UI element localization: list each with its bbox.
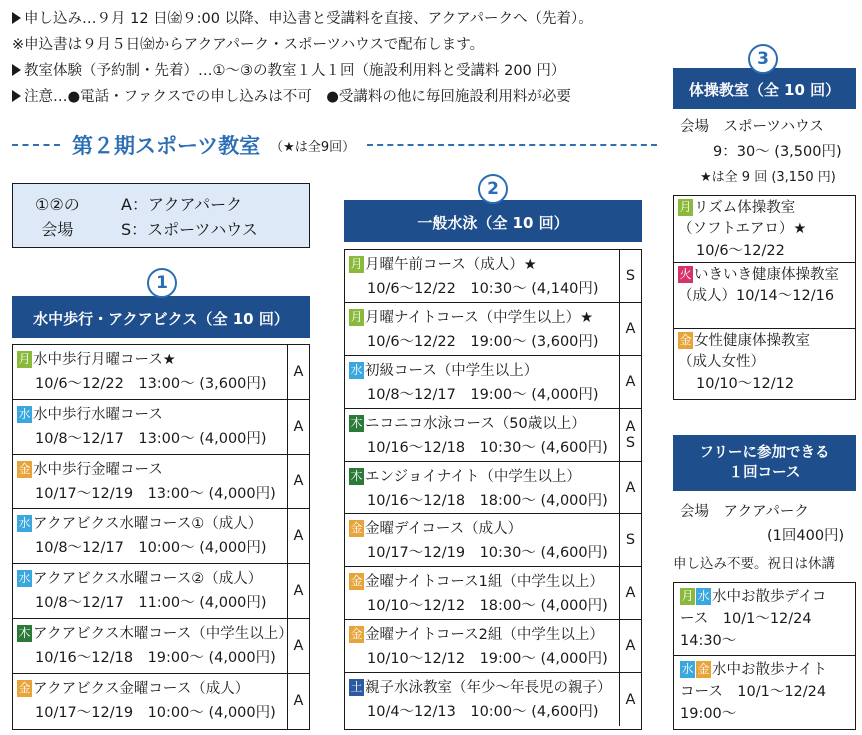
course-period: 10/8～12/17 13:00～ (4,000円): [35, 430, 267, 447]
venue-legend-values: A：アクアパーク S：スポーツハウス: [121, 195, 258, 239]
course-period: 10/17～12/19 10:30～ (4,600円): [367, 545, 608, 562]
course-venue: S: [619, 250, 641, 302]
course-row: [674, 263, 855, 329]
section-number-2: 2: [478, 174, 508, 204]
course-row: [345, 567, 641, 620]
triangle-bullet-icon: [12, 64, 21, 76]
day-badge-icon: 金: [679, 333, 692, 347]
course-table-general-swim: [344, 249, 642, 730]
day-badge-icon: 月: [350, 257, 363, 271]
notice-list: [12, 6, 662, 110]
course-venue: A: [619, 620, 641, 672]
course-name: 金 水中歩行金曜コース: [18, 461, 163, 478]
course-row: [345, 250, 641, 303]
course-name: 水 アクアビクス水曜コース①（成人）: [18, 516, 263, 533]
triangle-bullet-icon: [12, 90, 21, 102]
course-name: 月 月曜ナイトコース（中学生以上）★: [350, 309, 594, 326]
course-row: [13, 674, 309, 729]
course-period: 10/8～12/17 19:00～ (4,000円): [367, 386, 599, 403]
gym-time-price: 9：30～ (3,500円): [713, 144, 842, 160]
course-venue: A: [287, 345, 309, 399]
course-period: 10/17～12/19 10:00～ (4,000円): [35, 704, 276, 721]
course-subtitle: （成人女性）: [678, 354, 765, 370]
course-period: 10/6～12/22 10:30～ (4,140円): [367, 281, 599, 297]
course-name: 金 金曜ナイトコース1組（中学生以上）: [350, 574, 604, 591]
notice-form-distribution: ※申込書は９月５日㈮からアクアパーク・スポーツハウスで配布します。: [12, 37, 485, 53]
course-name: 月 水中歩行月曜コース★: [18, 352, 176, 368]
course-table-aqua-walk: [12, 344, 310, 730]
course-period: 10/6～12/22 13:00～ (3,600円): [35, 376, 267, 392]
day-badge-icon: 金: [350, 627, 363, 642]
day-badge-icon: 水: [350, 362, 363, 377]
day-badge-icon: 水: [18, 571, 31, 586]
day-badge-icon: 水: [18, 406, 31, 421]
day-badge-icon: 金: [18, 461, 31, 476]
course-row: [345, 673, 641, 726]
notice-trial: 教室体験（予約制・先着）…①～③の教室１人１回（施設利用料と受講料 200 円）: [12, 58, 662, 84]
course-venue: A: [619, 356, 641, 408]
course-row: [13, 564, 309, 619]
page-title: 第２期スポーツ教室: [72, 134, 261, 158]
course-subtitle: （成人）10/14～12/16: [678, 288, 835, 304]
course-period: 10/16～12/18 18:00～ (4,000円): [367, 492, 608, 509]
free-course-row: [674, 656, 855, 729]
day-badge-icon: 木: [18, 625, 31, 640]
day-badge-icon: 月: [679, 200, 692, 214]
venue-legend: [12, 183, 310, 248]
course-row: [345, 356, 641, 409]
course-row: [674, 329, 855, 398]
course-name: 木 エンジョイナイト（中学生以上）: [350, 468, 581, 485]
venue-legend-label: ①②の 会場: [35, 195, 80, 239]
course-name: 月 リズム体操教室: [679, 200, 796, 216]
title-note: （★は全9回）: [270, 139, 356, 155]
course-name: 水 アクアビクス水曜コース②（成人）: [18, 571, 263, 588]
course-row: [13, 400, 309, 455]
free-course-name: 水 金 水中お散歩ナイト: [681, 662, 827, 678]
course-row: [345, 462, 641, 515]
course-period: 10/8～12/17 11:00～ (4,000円): [35, 595, 267, 612]
free-course-name: 月 水 水中お散歩デイコ: [681, 589, 827, 605]
free-course-period: ース 10/1～12/24: [680, 611, 812, 627]
course-venue: A: [619, 303, 641, 355]
course-name: 土 親子水泳教室（年少～年長児の親子）: [350, 680, 612, 697]
course-period: 10/8～12/17 10:00～ (4,000円): [35, 540, 267, 557]
day-badge-icon: 月: [18, 352, 31, 366]
course-venue: A: [287, 509, 309, 563]
course-name: 月 月曜午前コース（成人）★: [350, 257, 537, 273]
free-note: 申し込み不要。祝日は休講: [673, 556, 835, 572]
course-row: [13, 345, 309, 400]
day-badge-icon: 月: [681, 589, 694, 603]
course-name: 金 女性健康体操教室: [679, 333, 810, 349]
course-row: [345, 409, 641, 462]
course-row: [13, 455, 309, 510]
gym-venue: 会場 スポーツハウス: [680, 119, 824, 135]
day-badge-icon: 木: [350, 415, 363, 430]
course-name: 金 金曜デイコース（成人）: [350, 521, 523, 538]
free-course-time: 19:00～: [680, 706, 737, 722]
day-badge-icon: 木: [350, 468, 363, 483]
section-header-gym: 体操教室（全 10 回）: [673, 68, 856, 109]
course-period: 10/10～12/12: [696, 376, 795, 392]
course-row: [345, 303, 641, 356]
course-name: 水 水中歩行水曜コース: [18, 406, 163, 423]
course-period: 10/6～12/22 19:00～ (3,600円): [367, 333, 599, 350]
course-row: [345, 514, 641, 567]
triangle-bullet-icon: [12, 12, 21, 24]
course-table-gym: [673, 195, 856, 400]
day-badge-icon: 水: [681, 662, 694, 676]
course-venue: S: [619, 514, 641, 566]
course-period: 10/4～12/13 10:00～ (4,600円): [367, 704, 599, 721]
day-badge-icon: 金: [350, 521, 363, 536]
course-name: 木 ニコニコ水泳コース（50歳以上）: [350, 415, 586, 432]
course-venue: A: [287, 674, 309, 729]
title-dash-right: [367, 144, 657, 146]
course-row: [13, 509, 309, 564]
course-name: 金 アクアビクス金曜コース（成人）: [18, 680, 250, 697]
course-table-free: [673, 582, 856, 730]
day-badge-icon: 水: [18, 516, 31, 531]
course-name: 火 いきいき健康体操教室: [679, 267, 839, 283]
course-venue: A S: [619, 409, 641, 461]
section-header-aqua-walk: 水中歩行・アクアビクス（全 10 回）: [12, 296, 310, 338]
section-number-1: 1: [147, 268, 177, 298]
section-header-general-swim: 一般水泳（全 10 回）: [344, 200, 642, 242]
course-period: 10/6～12/22: [696, 243, 785, 259]
course-subtitle: （ソフトエアロ）★: [678, 221, 807, 237]
course-period: 10/10～12/12 19:00～ (4,000円): [367, 651, 608, 668]
course-venue: A: [619, 462, 641, 514]
free-course-row: [674, 583, 855, 656]
course-venue: A: [287, 619, 309, 673]
main-title-row: [12, 130, 657, 160]
course-row: [345, 620, 641, 673]
title-dash-left: [12, 144, 60, 146]
course-name: 金 金曜ナイトコース2組（中学生以上）: [350, 627, 604, 644]
day-badge-icon: 月: [350, 309, 363, 324]
notice-application: 申し込み…９月 12 日㈮９:00 以降、申込書と受講料を直接、アクアパークへ（先着）。: [12, 6, 662, 32]
gym-note: ★は全 9 回 (3,150 円): [700, 170, 836, 185]
course-venue: A: [619, 567, 641, 619]
notice-caution: 注意…●電話・ファクスでの申し込みは不可 ●受講料の他に毎回施設利用料が必要: [12, 84, 662, 110]
course-venue: A: [287, 455, 309, 509]
course-venue: A: [619, 673, 641, 726]
free-venue: 会場 アクアパーク: [680, 504, 809, 520]
course-row: [13, 619, 309, 674]
course-period: 10/16～12/18 19:00～ (4,000円): [35, 649, 276, 666]
free-price: (1回400円): [767, 528, 845, 544]
section-number-3: 3: [748, 44, 778, 74]
course-period: 10/16～12/18 10:30～ (4,600円): [367, 439, 608, 456]
free-course-period: コース 10/1～12/24: [680, 684, 827, 700]
course-name: 木 アクアビクス木曜コース（中学生以上）: [18, 625, 293, 642]
day-badge-icon: 火: [679, 267, 692, 281]
course-name: 水 初級コース（中学生以上）: [350, 362, 539, 379]
course-period: 10/10～12/12 18:00～ (4,000円): [367, 598, 608, 615]
day-badge-icon: 金: [350, 574, 363, 589]
day-badge-icon: 水: [697, 589, 710, 603]
course-period: 10/17～12/19 13:00～ (4,000円): [35, 485, 276, 502]
section-header-free: フリーに参加できる １回コース: [673, 435, 856, 491]
day-badge-icon: 土: [350, 680, 363, 695]
course-venue: A: [287, 400, 309, 454]
course-venue: A: [287, 564, 309, 618]
course-row: [674, 196, 855, 263]
day-badge-icon: 金: [18, 680, 31, 695]
day-badge-icon: 金: [697, 662, 710, 676]
free-course-time: 14:30～: [680, 633, 737, 649]
